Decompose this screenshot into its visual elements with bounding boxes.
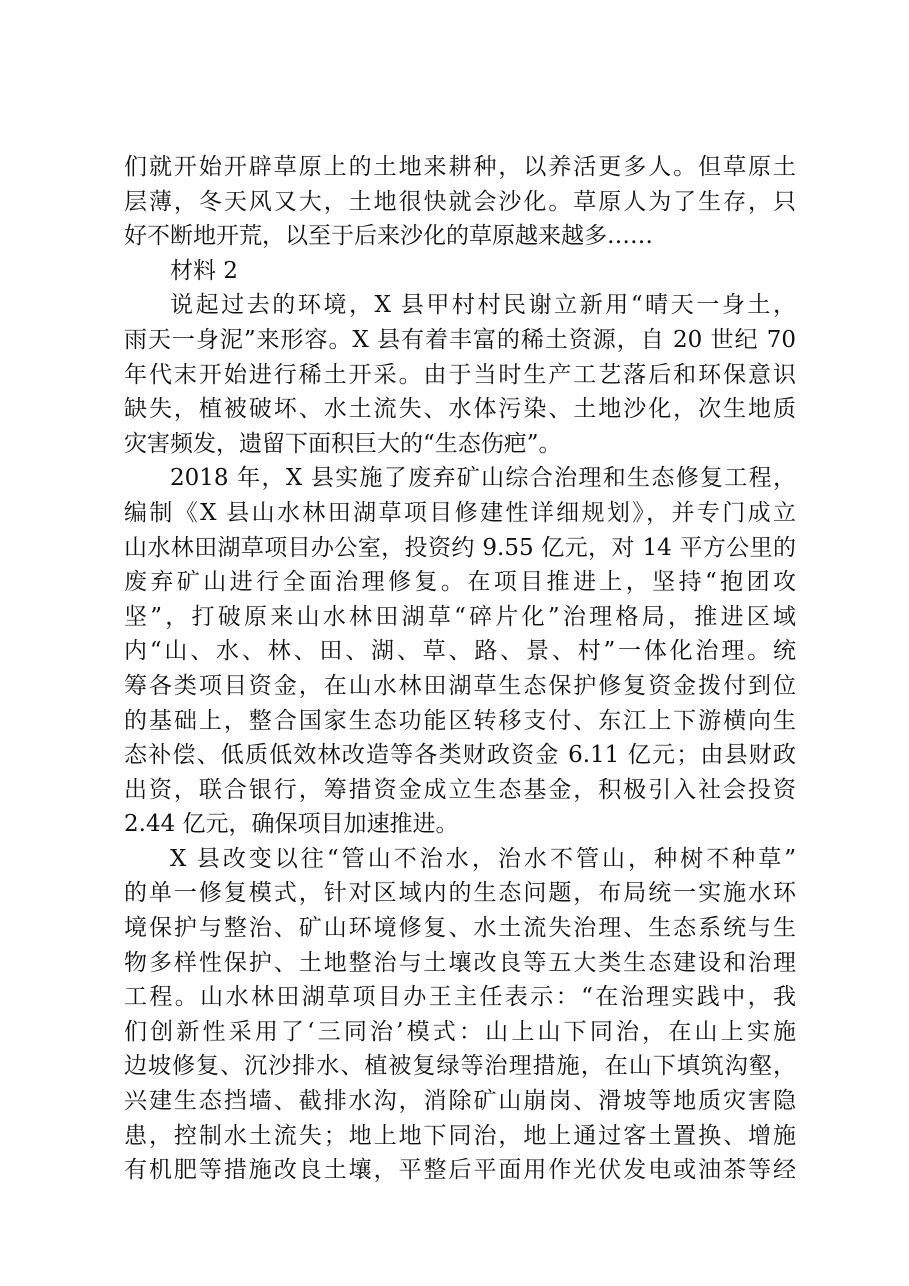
text-line: 层薄，冬天风又大，土地很快就会沙化。草原人为了生存，只 — [124, 188, 796, 215]
text-line: 2.44 亿元，确保项目加速推进。 — [124, 811, 459, 838]
text-line: X 县改变以往“管山不治水，治水不管山，种树不种草” — [170, 845, 796, 872]
text-line: 们就开始开辟草原上的土地来耕种，以养活更多人。但草原土 — [124, 154, 796, 180]
text-line: 境保护与整治、矿山环境修复、水土流失治理、生态系统与生 — [124, 915, 796, 942]
body-text — [124, 150, 796, 1188]
text-line: 出资，联合银行，筹措资金成立生态基金，积极引入社会投资 — [124, 776, 796, 803]
text-line: 患，控制水土流失；地上地下同治，地上通过客土置换、增施 — [124, 1122, 796, 1149]
text-line: 边坡修复、沉沙排水、植被复绿等治理措施，在山下填筑沟壑， — [124, 1053, 796, 1080]
text-line: 灾害频发，遗留下面积巨大的“生态伤疤”。 — [124, 430, 562, 457]
text-line: 的单一修复模式，针对区域内的生态问题，布局统一实施水环 — [124, 880, 796, 907]
text-line: 兴建生态挡墙、截排水沟，消除矿山崩岗、滑坡等地质灾害隐 — [124, 1088, 796, 1115]
text-line: 有机肥等措施改良土壤，平整后平面用作光伏发电或油茶等经 — [124, 1157, 796, 1184]
text-line: 的基础上，整合国家生态功能区转移支付、东江上下游横向生 — [124, 707, 796, 734]
text-line: 好不断地开荒，以至于后来沙化的草原越来越多…… — [124, 223, 653, 250]
text-line: 缺失，植被破坏、水土流失、水体污染、土地沙化，次生地质 — [124, 396, 796, 423]
text-line: 山水林田湖草项目办公室，投资约 9.55 亿元，对 14 平方公里的 — [124, 534, 796, 561]
text-line: 说起过去的环境，X 县甲村村民谢立新用“晴天一身土， — [170, 292, 796, 319]
text-line: 态补偿、低质低效林改造等各类财政资金 6.11 亿元；由县财政 — [124, 742, 796, 769]
text-line: 坚”，打破原来山水林田湖草“碎片化”治理格局，推进区域 — [124, 603, 796, 630]
text-line: 年代末开始进行稀土开采。由于当时生产工艺落后和环保意识 — [124, 361, 796, 388]
text-line: 们创新性采用了‘三同治’模式：山上山下同治，在山上实施 — [124, 1018, 796, 1045]
text-line: 材料 2 — [170, 257, 238, 284]
text-line: 内“山、水、林、田、湖、草、路、景、村”一体化治理。统 — [124, 638, 796, 665]
text-line: 编制《X 县山水林田湖草项目修建性详细规划》，并专门成立 — [124, 499, 796, 526]
text-line: 2018 年，X 县实施了废弃矿山综合治理和生态修复工程， — [170, 465, 796, 492]
text-line: 工程。山水林田湖草项目办王主任表示：“在治理实践中，我 — [124, 984, 796, 1011]
text-line: 雨天一身泥”来形容。X 县有着丰富的稀土资源，自 20 世纪 70 — [124, 326, 796, 353]
text-line: 物多样性保护、土地整治与土壤改良等五大类生态建设和治理 — [124, 949, 796, 976]
text-line: 废弃矿山进行全面治理修复。在项目推进上，坚持“抱团攻 — [124, 569, 796, 596]
text-line: 筹各类项目资金，在山水林田湖草生态保护修复资金拨付到位 — [124, 672, 796, 699]
